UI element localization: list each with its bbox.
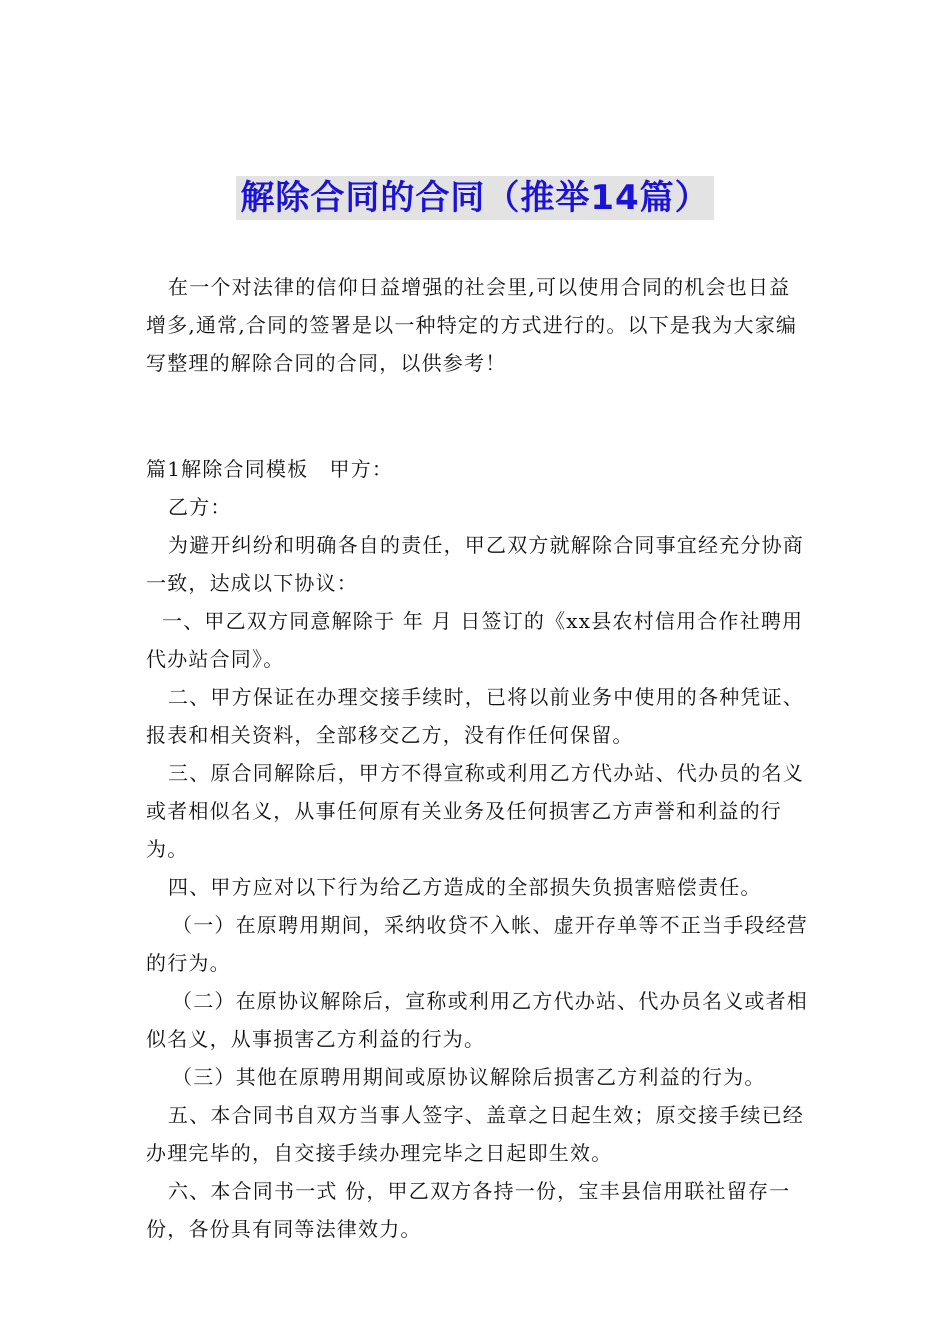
clause-3: 三、原合同解除后，甲方不得宣称或利用乙方代办站、代办员的名义或者相似名义，从事任何原有关业务及任何损害乙方声誉和利益的行为。 <box>146 761 804 861</box>
section-heading: 篇1解除合同模板 甲方： <box>146 457 394 481</box>
clause-6: 六、本合同书一式 份，甲乙双方各持一份，宝丰县信用联社留存一份，各份具有同等法律效力。 <box>146 1179 791 1241</box>
title-container <box>0 176 950 220</box>
clause-4-2: （二）在原协议解除后，宣称或利用乙方代办站、代办员名义或者相似名义，从事损害乙方利益的行为。 <box>146 989 808 1051</box>
clause-1: 一、甲乙双方同意解除于 年 月 日签订的《xx县农村信用合作社聘用代办站合同》。 <box>146 609 804 671</box>
intro-section <box>146 268 810 382</box>
clause-4-1: （一）在原聘用期间，采纳收贷不入帐、虚开存单等不正当手段经营的行为。 <box>146 913 808 975</box>
clause-2: 二、甲方保证在办理交接手续时，已将以前业务中使用的各种凭证、报表和相关资料，全部移交乙方，没有作任何保留。 <box>146 685 804 747</box>
preamble-paragraph: 为避开纠纷和明确各自的责任，甲乙双方就解除合同事宜经充分协商一致，达成以下协议： <box>146 533 804 595</box>
clause-4-3: （三）其他在原聘用期间或原协议解除后损害乙方利益的行为。 <box>172 1065 766 1089</box>
contract-body <box>146 450 810 1248</box>
intro-paragraph: 在一个对法律的信仰日益增强的社会里,可以使用合同的机会也日益增多,通常,合同的签署是以一种特定的方式进行的。以下是我为大家编写整理的解除合同的合同，以供参考！ <box>146 275 798 375</box>
clause-5: 五、本合同书自双方当事人签字、盖章之日起生效；原交接手续已经办理完毕的，自交接手续办理完毕之日起即生效。 <box>146 1103 804 1165</box>
party-b-line: 乙方： <box>168 495 232 519</box>
document-title: 解除合同的合同（推举14篇） <box>236 176 713 220</box>
clause-4: 四、甲方应对以下行为给乙方造成的全部损失负损害赔偿责任。 <box>168 875 762 899</box>
